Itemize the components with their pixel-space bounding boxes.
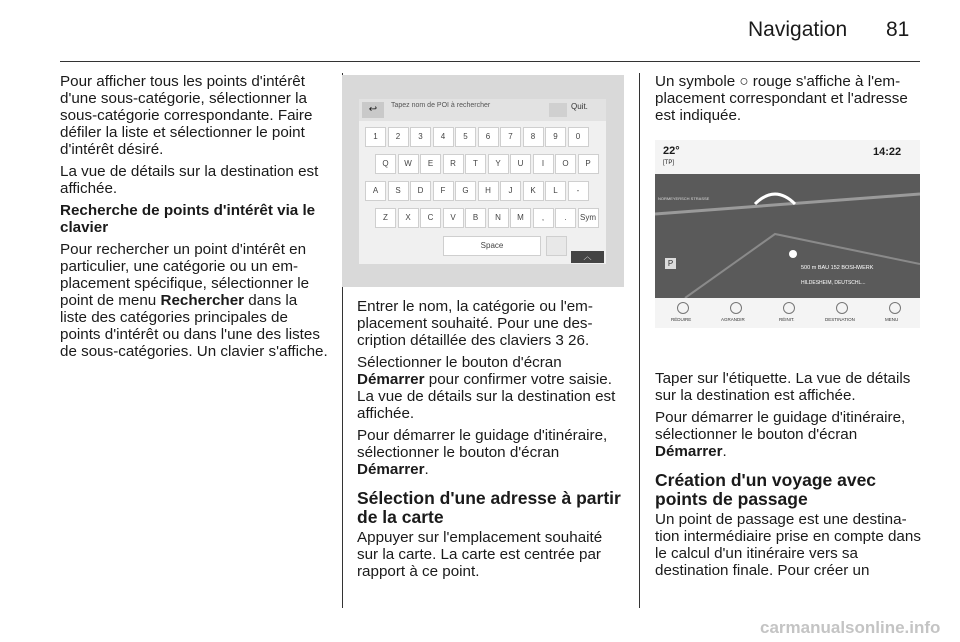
zoom-in-icon xyxy=(730,302,742,314)
keyboard-key: R xyxy=(443,154,464,174)
keyboard-key: . xyxy=(555,208,576,228)
keyboard-key: X xyxy=(398,208,419,228)
keyboard-key: Z xyxy=(375,208,396,228)
quit-button: Quit. xyxy=(571,102,588,111)
menu-icon xyxy=(889,302,901,314)
page-reference: 3 26. xyxy=(555,332,590,349)
enlarge-label: AGRANDIR xyxy=(721,317,745,322)
keyboard-key: 1 xyxy=(365,127,386,147)
paragraph xyxy=(357,298,625,349)
keyboard-key: U xyxy=(510,154,531,174)
header-rule xyxy=(60,61,920,62)
keyboard-key: L xyxy=(545,181,566,201)
page-number: 81 xyxy=(886,18,910,41)
clock: 14:22 xyxy=(873,146,902,158)
keyboard-key: 9 xyxy=(545,127,566,147)
keyboard-key: T xyxy=(465,154,486,174)
paragraph xyxy=(60,241,328,360)
keyboard-key: Y xyxy=(488,154,509,174)
keyboard-key: 2 xyxy=(388,127,409,147)
paragraph: Un point de passage est une destination intermédiaire prise en compte dans le calcul d'un itinéraire vers sa destination finale. Pour créer un xyxy=(655,511,921,579)
keyboard-key: Sym xyxy=(578,208,599,228)
keyboard-key: M xyxy=(510,208,531,228)
paragraph: Taper sur l'étiquette. La vue de détails sur la destination est affichée. xyxy=(655,370,911,404)
keyboard-key: J xyxy=(500,181,521,201)
keyboard-key: I xyxy=(533,154,554,174)
text: . xyxy=(722,443,727,460)
space-key: Space xyxy=(443,236,541,256)
keyboard-key: 8 xyxy=(523,127,544,147)
temperature: 22° xyxy=(663,145,680,157)
text: Sélectionner le bouton d'écran xyxy=(357,354,562,371)
text: dans la liste des catégories principales de points d'intérêt ou dans l'une des listes de sous-catégories. Un clavier s'affiche. xyxy=(60,292,328,360)
clear-icon xyxy=(549,103,567,117)
keyboard-key: - xyxy=(568,181,589,201)
keyboard-key: , xyxy=(533,208,554,228)
keyboard-key: H xyxy=(478,181,499,201)
keyboard-key: 0 xyxy=(568,127,589,147)
column-1 xyxy=(60,73,328,365)
text: Pour rechercher un point d'intérêt en particulier, une catégorie ou un emplacement spécifique, sélectionner le point de menu xyxy=(60,241,310,309)
map-screenshot xyxy=(655,140,920,328)
keyboard-key: G xyxy=(455,181,476,201)
column-3-lower xyxy=(655,370,923,584)
paragraph xyxy=(357,354,625,422)
keyboard-key: K xyxy=(523,181,544,201)
keyboard-key: 6 xyxy=(478,127,499,147)
menu-term: Rechercher xyxy=(160,292,245,309)
header-title: Navigation xyxy=(748,18,848,41)
street-label: NORMEYERSCH STRASSE xyxy=(658,196,710,201)
watermark: carmanualsonline.info xyxy=(760,618,941,637)
keyboard-key: N xyxy=(488,208,509,228)
subheading: Recherche de points d'intérêt via le clavier xyxy=(60,202,316,236)
paragraph xyxy=(357,427,625,478)
globe-icon xyxy=(546,236,567,256)
menu-label: MENU xyxy=(885,317,899,322)
keyboard-key: F xyxy=(433,181,454,201)
text: Pour démarrer le guidage d'itinéraire, sélectionner le bouton d'écran xyxy=(655,409,906,443)
back-arrow-icon: ↩ xyxy=(362,102,384,118)
column-2 xyxy=(357,298,625,585)
text: Entrer le nom, la catégorie ou l'emplacement souhaité. Pour une description détaillée des claviers xyxy=(357,298,593,349)
destination-address: HILDESHEIM, DEUTSCHL... xyxy=(801,280,866,286)
keyboard-panel xyxy=(359,99,606,264)
destination-label: DESTINATION xyxy=(825,317,855,322)
keyboard-key: 7 xyxy=(500,127,521,147)
paragraph: La vue de détails sur la destination est affichée. xyxy=(60,163,319,197)
paragraph: Pour afficher tous les points d'intérêt d'une sous-catégorie, sélectionner la sous-catégorie correspondante. Faire défiler la liste et sélectionner le point d'intérêt désiré. xyxy=(60,73,313,158)
keyboard-key: P xyxy=(578,154,599,174)
keyboard-key: C xyxy=(420,208,441,228)
column-divider xyxy=(639,73,640,608)
parking-icon: P xyxy=(665,258,676,269)
keyboard-key: V xyxy=(443,208,464,228)
chevron-up-icon: ︿ xyxy=(571,251,604,263)
keyboard-key: D xyxy=(410,181,431,201)
keyboard-key: 5 xyxy=(455,127,476,147)
keyboard-key: 3 xyxy=(410,127,431,147)
paragraph xyxy=(655,409,923,460)
keyboard-key: 4 xyxy=(433,127,454,147)
reset-label: RÉINIT. xyxy=(779,317,795,322)
keyboard-key: E xyxy=(420,154,441,174)
section-heading: Création d'un voyage avec points de passage xyxy=(655,470,877,509)
tp-indicator: [TP] xyxy=(663,160,675,166)
section-heading: Sélection d'une adresse à partir de la carte xyxy=(357,488,621,527)
keyboard-key: S xyxy=(388,181,409,201)
reset-icon xyxy=(783,302,795,314)
keyboard-key: B xyxy=(465,208,486,228)
button-term: Démarrer xyxy=(655,443,723,460)
button-term: Démarrer xyxy=(357,371,425,388)
map-view xyxy=(655,174,920,298)
paragraph: Appuyer sur l'emplacement souhaité sur la carte. La carte est centrée par rapport à ce point. xyxy=(357,529,603,580)
button-term: Démarrer xyxy=(357,461,425,478)
zoom-out-icon xyxy=(677,302,689,314)
keyboard-key: A xyxy=(365,181,386,201)
paragraph: Un symbole ○ rouge s'affiche à l'emplacement correspondant et l'adresse est indiquée. xyxy=(655,73,908,124)
map-roads xyxy=(655,174,920,298)
keyboard-key: Q xyxy=(375,154,396,174)
keyboard-screenshot xyxy=(342,75,624,287)
keyboard-key: O xyxy=(555,154,576,174)
text: Pour démarrer le guidage d'itinéraire, sélectionner le bouton d'écran xyxy=(357,427,608,461)
map-bottom-bar xyxy=(655,298,920,328)
destination-icon xyxy=(836,302,848,314)
text: . xyxy=(424,461,429,478)
keyboard-key: W xyxy=(398,154,419,174)
keyboard-top-bar xyxy=(359,99,606,121)
search-input-hint: Tapez nom de POI à rechercher xyxy=(391,102,491,109)
map-top-bar xyxy=(655,140,920,174)
text: pour confirmer votre saisie. La vue de détails sur la destination est affichée. xyxy=(357,371,616,422)
reduce-label: RÉDUIRE xyxy=(671,317,692,322)
destination-info: 500 m BAU 152 BOSHWERK xyxy=(801,265,874,271)
